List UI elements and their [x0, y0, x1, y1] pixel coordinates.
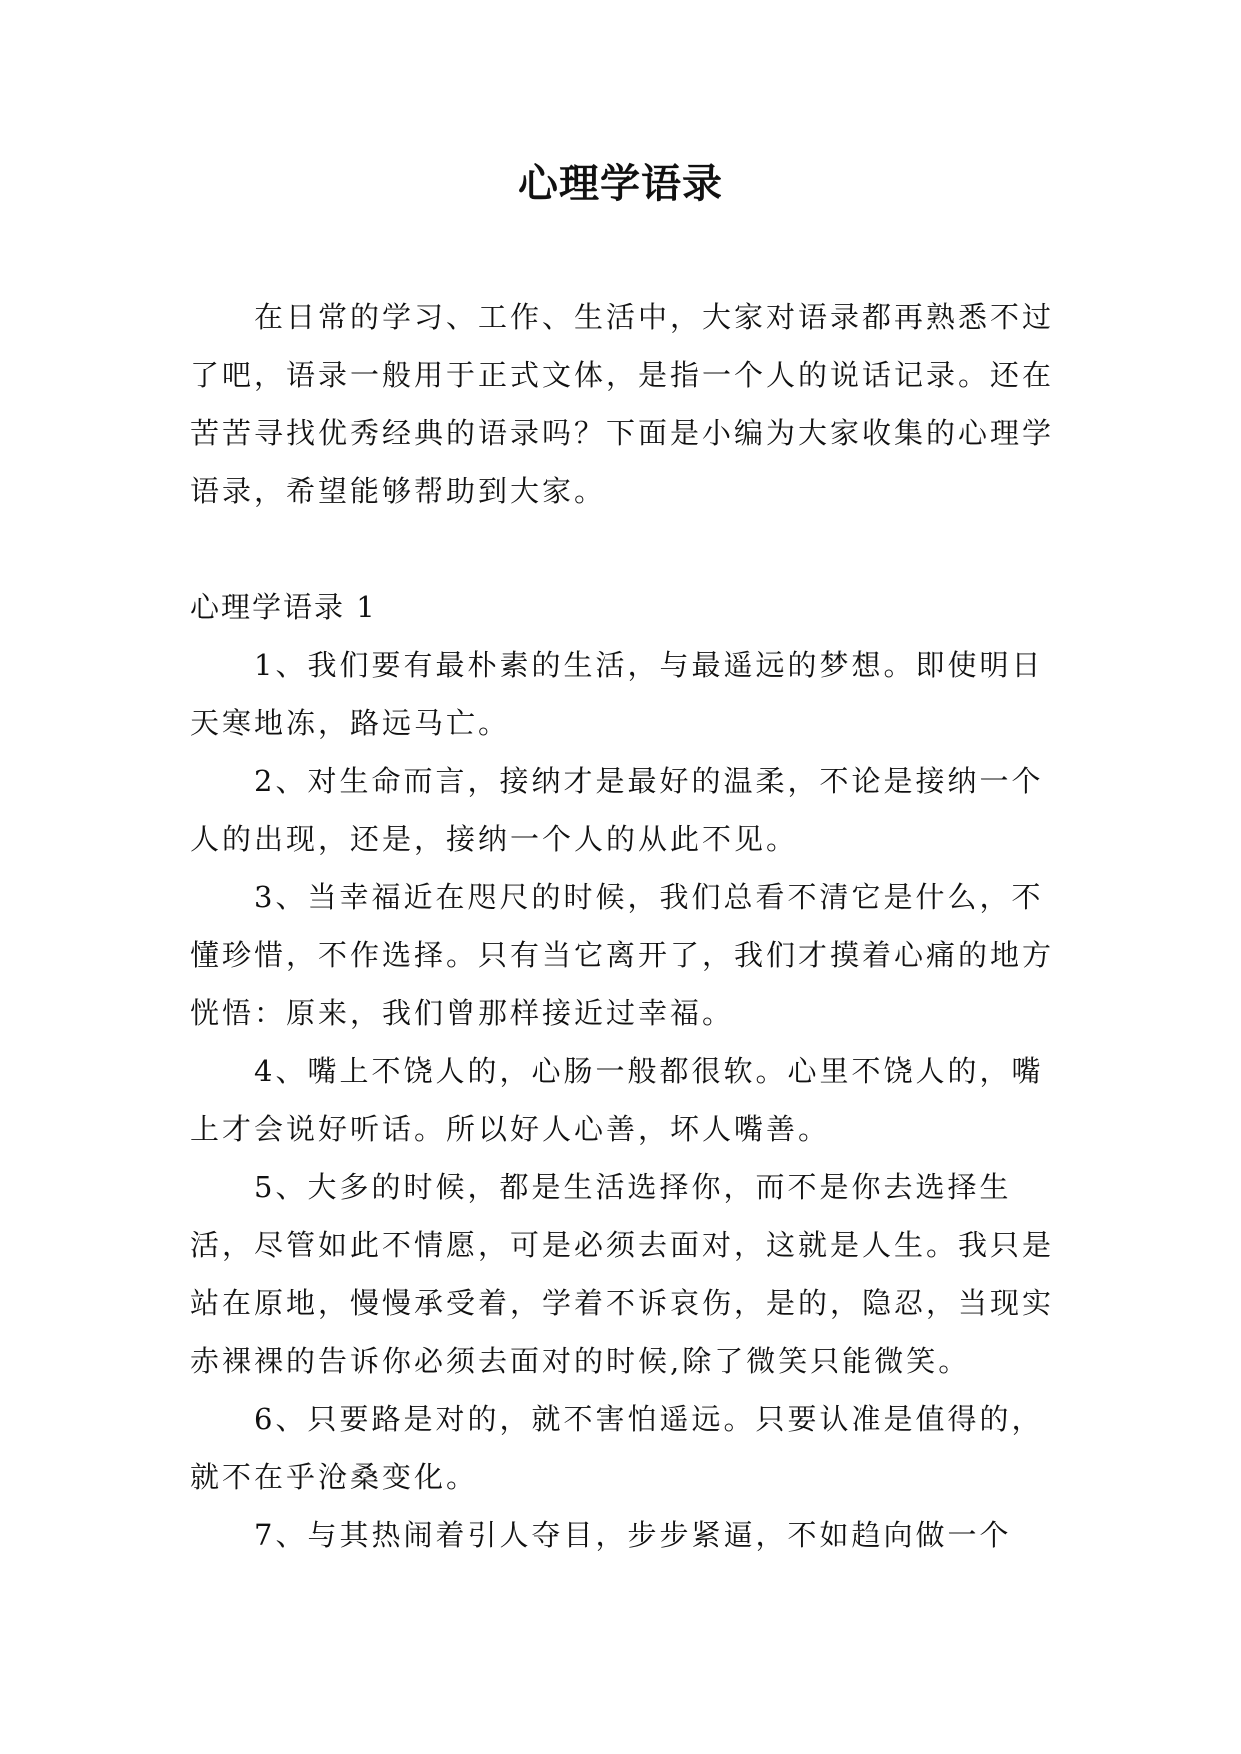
list-item: 7、与其热闹着引人夺目，步步紧逼，不如趋向做一个 [254, 1518, 1012, 1552]
section-heading: 心理学语录 1 [190, 590, 377, 624]
intro-paragraph: 在日常的学习、工作、生活中，大家对语录都再熟悉不过了吧，语录一般用于正式文体，是指一个人的说话记录。还在苦苦寻找优秀经典的语录吗？下面是小编为大家收集的心理学语录，希望能够帮助到大家。 [190, 300, 1055, 508]
quote-list [190, 636, 1060, 1564]
document-title: 心理学语录 [518, 160, 723, 207]
list-item: 5、大多的时候，都是生活选择你，而不是你去选择生活，尽管如此不情愿，可是必须去面对，这就是人生。我只是站在原地，慢慢承受着，学着不诉哀伤，是的，隐忍，当现实赤裸裸的告诉你必须去面对的时候,除了微笑只能微笑。 [190, 1170, 1055, 1378]
list-item: 1、我们要有最朴素的生活，与最遥远的梦想。即使明日天寒地冻，路远马亡。 [190, 648, 1044, 740]
list-item: 6、只要路是对的，就不害怕遥远。只要认准是值得的，就不在乎沧桑变化。 [190, 1402, 1044, 1494]
list-item: 3、当幸福近在咫尺的时候，我们总看不清它是什么，不懂珍惜，不作选择。只有当它离开了，我们才摸着心痛的地方恍悟：原来，我们曾那样接近过幸福。 [190, 880, 1055, 1030]
list-item: 2、对生命而言，接纳才是最好的温柔，不论是接纳一个人的出现，还是，接纳一个人的从此不见。 [190, 764, 1044, 856]
list-item: 4、嘴上不饶人的，心肠一般都很软。心里不饶人的，嘴上才会说好听话。所以好人心善，坏人嘴善。 [190, 1054, 1044, 1146]
